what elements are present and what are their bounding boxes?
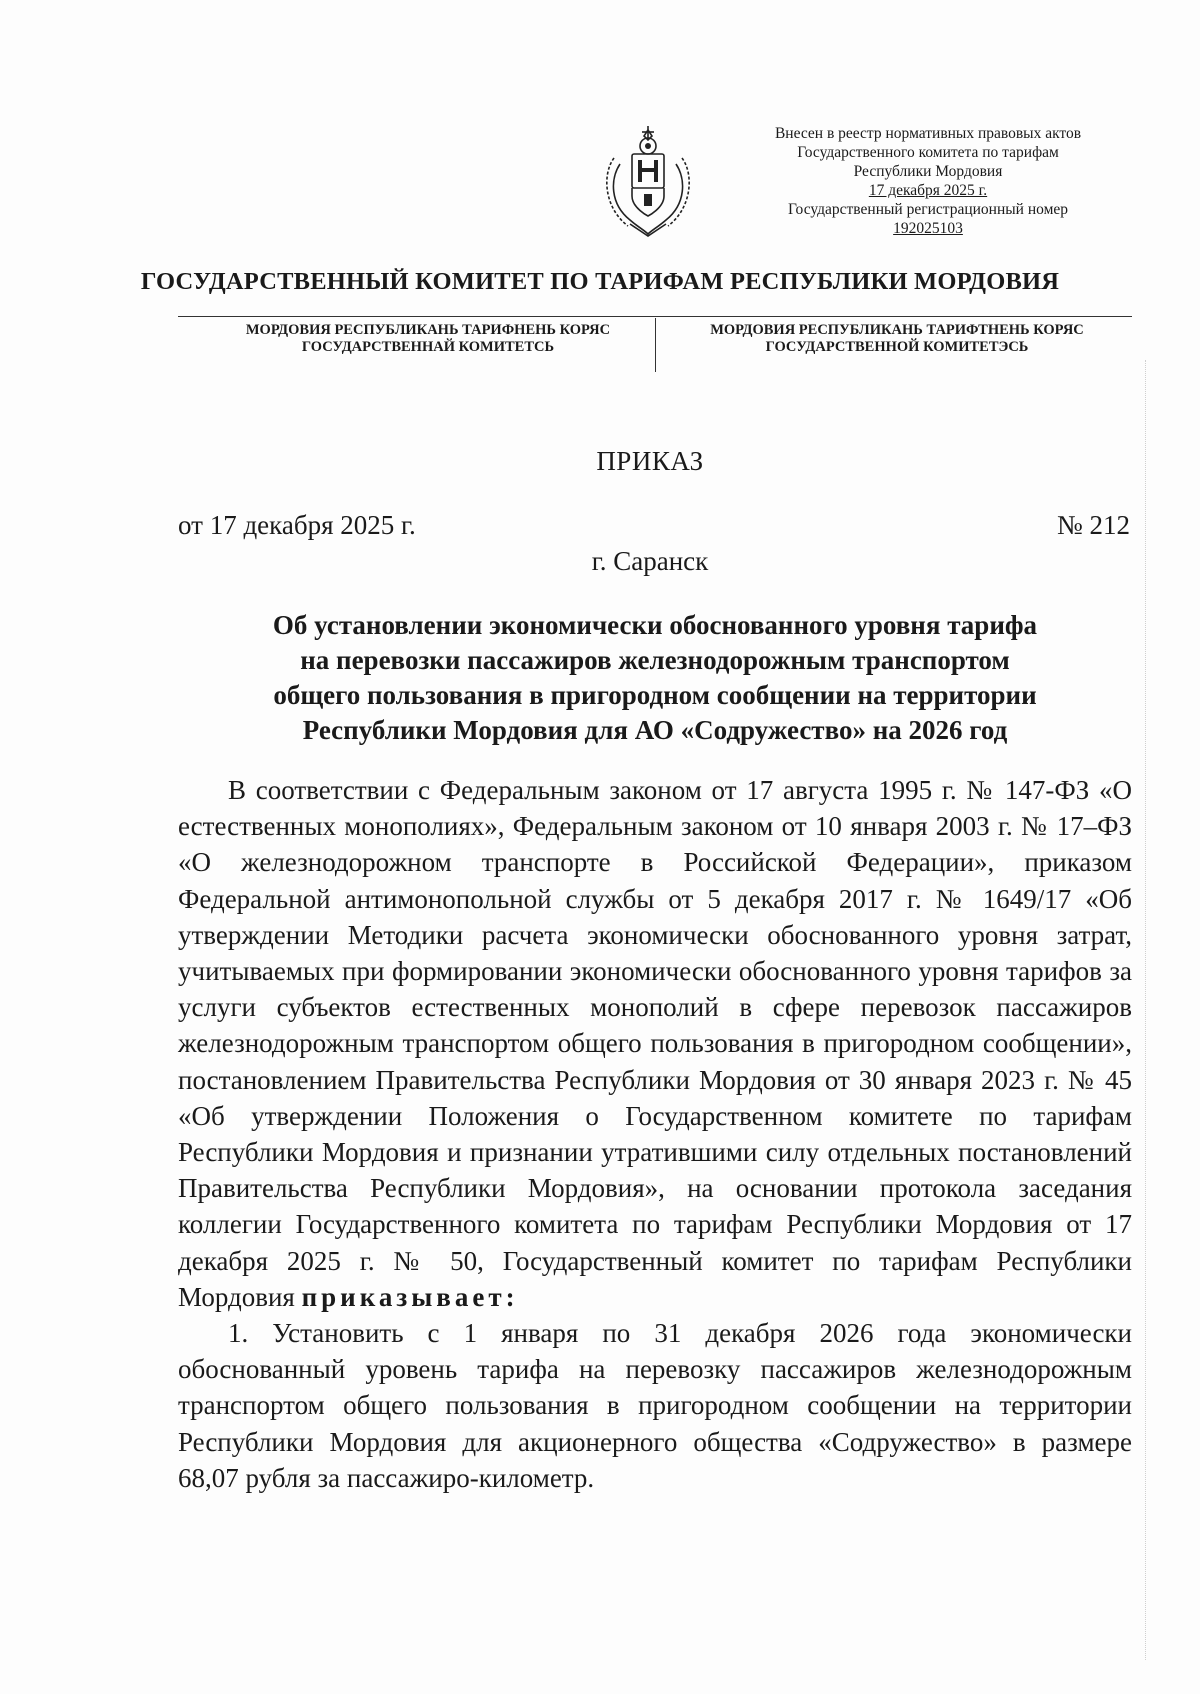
document-title xyxy=(178,608,1132,748)
committee-name-erzya xyxy=(662,322,1132,356)
registry-line: Государственный регистрационный номер xyxy=(787,201,1069,218)
registry-note xyxy=(718,124,1138,238)
order-heading: ПРИКАЗ xyxy=(596,446,704,476)
registry-line: Внесен в реестр нормативных правовых актов xyxy=(774,125,1082,142)
item-1-paragraph: 1. Установить с 1 января по 31 декабря 2026 года экономически обоснованный уровень тарифа на перевозку пассажиров железнодорожным транспортом общего пользования в пригородном сообщении на территории Республики Мордовия для акционерного общества «Содружество» в размере 68,07 рубля за пассажиро-километр. xyxy=(178,1318,1132,1493)
committee-title: ГОСУДАРСТВЕННЫЙ КОМИТЕТ ПО ТАРИФАМ РЕСПУБЛИКИ МОРДОВИЯ xyxy=(140,268,1060,295)
order-number: № 212 xyxy=(1056,510,1130,540)
header-divider xyxy=(178,316,1132,317)
committee-name-line: МОРДОВИЯ РЕСПУБЛИКАНЬ ТАРИФТНЕНЬ КОРЯС xyxy=(710,322,1084,338)
committee-name-line: МОРДОВИЯ РЕСПУБЛИКАНЬ ТАРИФНЕНЬ КОРЯС xyxy=(245,322,611,338)
title-line: на перевозки пассажиров железнодорожным транспортом xyxy=(300,645,1010,675)
registry-line: Государственного комитета по тарифам xyxy=(797,144,1059,161)
registry-number: 192025103 xyxy=(893,220,963,237)
document-body xyxy=(178,772,1132,1496)
title-line: Об установлении экономически обоснованного уровня тарифа xyxy=(272,610,1038,640)
registry-date: 17 декабря 2025 г. xyxy=(868,182,988,199)
committee-name-line: ГОСУДАРСТВЕННОЙ КОМИТЕТЭСЬ xyxy=(765,339,1029,355)
coat-of-arms-icon xyxy=(600,124,696,240)
decree-word: приказывает: xyxy=(301,1281,519,1312)
preamble-text: В соответствии с Федеральным законом от 17 августа 1995 г. № 147-ФЗ «О естественных монополиях», Федеральным законом от 10 января 2003 г. № 17–ФЗ «О железнодорожном транспорте в Российской Федерации», приказом Федеральной антимонопольной службы от 5 декабря 2017 г. № 1649/17 «Об утверждении Методики расчета экономически обоснованного уровня затрат, учитываемых при формировании экономически обоснованного уровня тарифов за услуги субъектов естественных монополий в сфере перевозок пассажиров железнодорожным транспортом общего пользования в пригородном сообщении», постановлением Правительства Республики Мордовия от 30 января 2023 г. № 45 «Об утверждении Положения о Государственном комитете по тарифам Республики Мордовия и признании утратившими силу отдельных постановлений Правительства Республики Мордовия», на основании протокола заседания коллегии Государственного комитета по тарифам Республики Мордовия от 17 декабря 2025 г. № 50, Государственный комитет по тарифам Республики Мордовия xyxy=(178,775,1132,1312)
preamble-paragraph xyxy=(178,772,1132,1315)
scan-edge-line xyxy=(1145,360,1146,1660)
title-line: Республики Мордовия для АО «Содружество» на 2026 год xyxy=(302,715,1008,745)
order-city: г. Саранск xyxy=(591,546,709,576)
committee-name-line: ГОСУДАРСТВЕННАЙ КОМИТЕТСЬ xyxy=(301,339,555,355)
header-vertical-divider xyxy=(655,318,656,372)
title-line: общего пользования в пригородном сообщении на территории xyxy=(273,680,1037,710)
order-date: от 17 декабря 2025 г. xyxy=(178,510,416,540)
registry-line: Республики Мордовия xyxy=(853,163,1003,180)
committee-name-moksha xyxy=(205,322,651,356)
